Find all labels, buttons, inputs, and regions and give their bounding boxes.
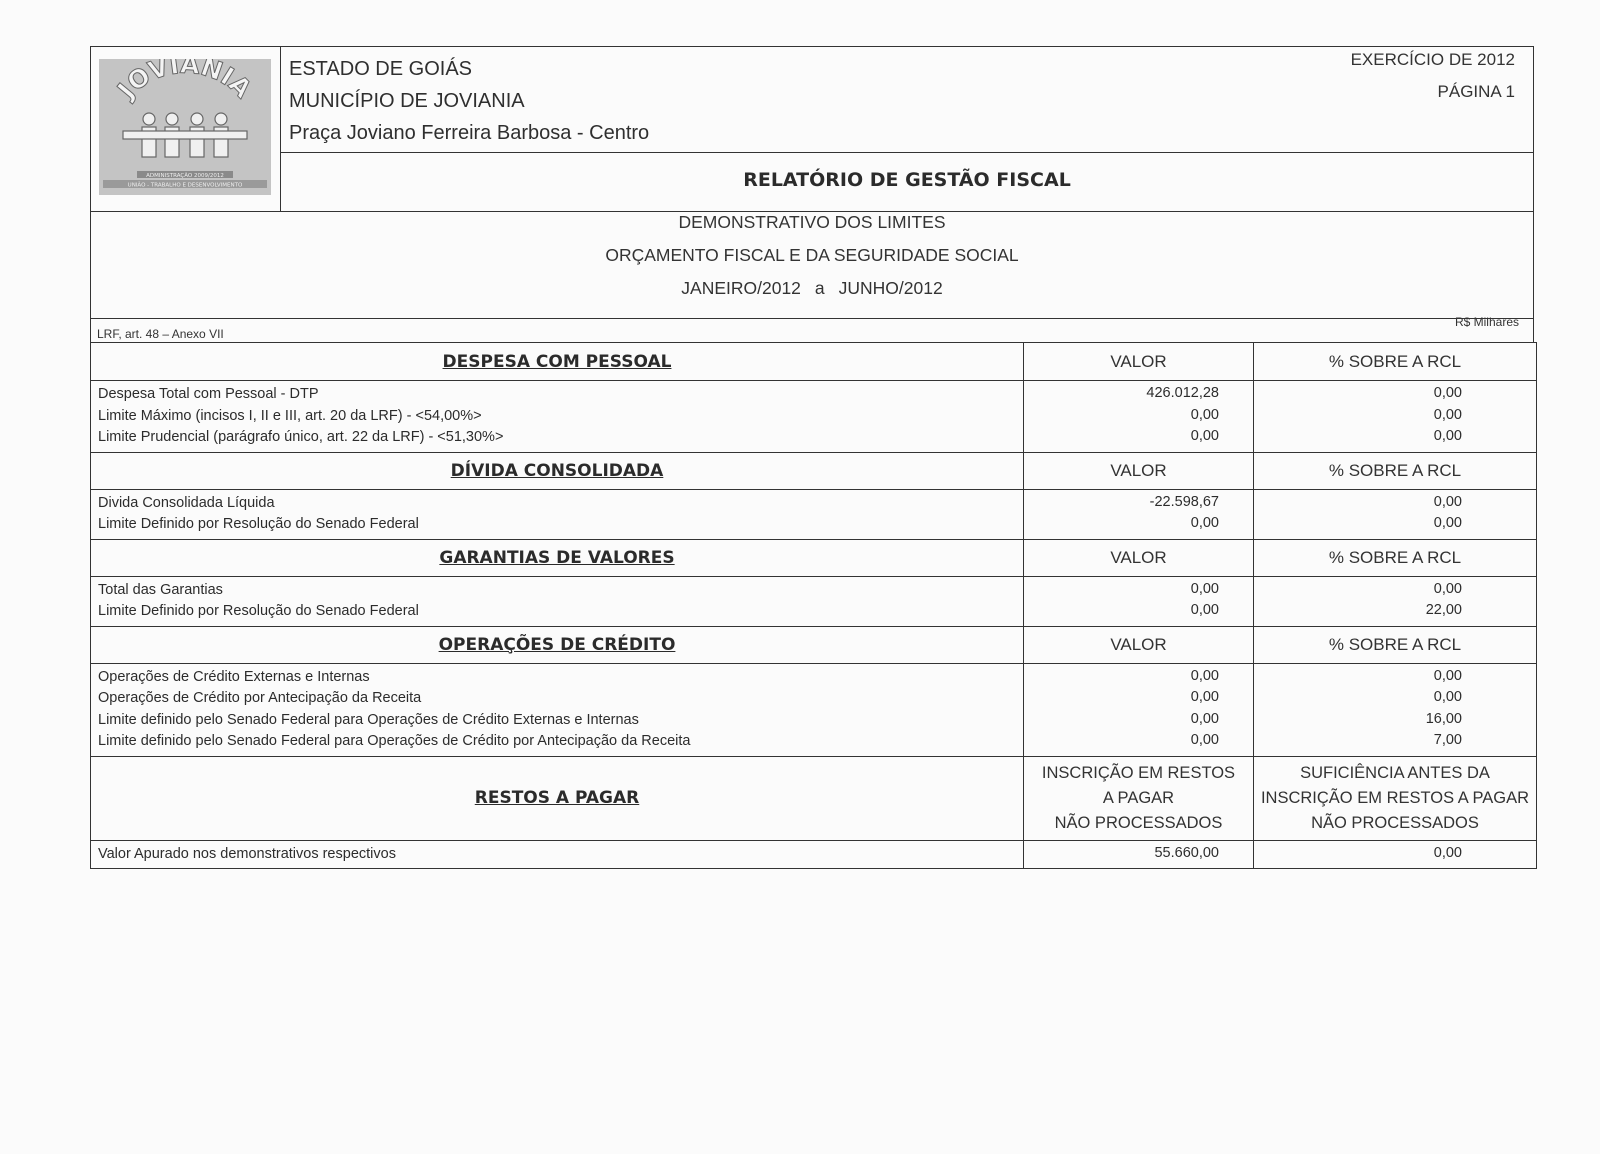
row-label: Operações de Crédito por Antecipação da Receita: [98, 690, 422, 706]
section-header-row: [91, 539, 1537, 576]
column-header-valor: VALOR: [1024, 626, 1254, 663]
reference-row: [90, 315, 1534, 342]
pct-cell: 16,00: [1425, 710, 1462, 727]
pct-cell: 0,00: [1433, 689, 1462, 705]
value-cell: 0,00: [1190, 428, 1219, 444]
row-values: [1024, 840, 1254, 869]
column-header-pct: % SOBRE A RCL: [1254, 626, 1537, 663]
column-header-valor: VALOR: [1024, 452, 1254, 489]
column-header-inscricao: [1024, 756, 1254, 840]
svg-text:JOVIÂNIA: [111, 59, 258, 105]
row-values: [1024, 489, 1254, 539]
value-cell: 0,00: [1190, 689, 1219, 705]
column-header-valor: VALOR: [1024, 539, 1254, 576]
section-title-divida: DÍVIDA CONSOLIDADA: [91, 452, 1024, 489]
row-label: Operações de Crédito Externas e Internas: [98, 668, 370, 685]
row-label: Limite definido pelo Senado Federal para Operações de Crédito por Antecipação da Receita: [98, 733, 691, 749]
row-label: Limite Definido por Resolução do Senado Federal: [98, 516, 419, 532]
people-icon: [123, 113, 247, 157]
logo-cell: [91, 47, 281, 211]
value-cell: 0,00: [1190, 602, 1219, 618]
section-header-row: [91, 452, 1537, 489]
reporting-period: [91, 278, 1533, 299]
period-start: JANEIRO/2012: [681, 278, 801, 298]
logo-wordmark: JOVIÂNIA: [111, 59, 258, 104]
row-label: Limite Máximo (incisos I, II e III, art. 20 da LRF) - <54,00%>: [98, 407, 482, 424]
header-line: A PAGAR: [1102, 788, 1175, 807]
report-subheader: [90, 210, 1534, 318]
exercise-year: EXERCÍCIO DE 2012: [1350, 50, 1515, 69]
municipality-logo: [99, 59, 271, 195]
section-title-credito: OPERAÇÕES DE CRÉDITO: [91, 626, 1024, 663]
table-row: [91, 381, 1537, 453]
period-end: JUNHO/2012: [838, 278, 943, 298]
row-values: [1024, 663, 1254, 756]
row-percentages: [1254, 381, 1537, 453]
value-cell: 55.660,00: [1154, 844, 1219, 861]
municipality-name: MUNICÍPIO DE JOVIANIA: [289, 90, 525, 112]
pct-cell: 0,00: [1433, 406, 1462, 423]
pct-cell: 7,00: [1433, 732, 1462, 748]
pct-cell: 22,00: [1425, 602, 1462, 618]
pct-cell: 0,00: [1433, 515, 1462, 531]
table-row: [91, 840, 1537, 869]
pct-cell: 0,00: [1433, 844, 1462, 861]
section-title-pessoal: DESPESA COM PESSOAL: [91, 343, 1024, 381]
column-header-valor: VALOR: [1024, 343, 1254, 381]
row-labels: [91, 840, 1024, 869]
section-header-row: [91, 626, 1537, 663]
header-line: INSCRIÇÃO EM RESTOS: [1041, 763, 1236, 782]
value-cell: 426.012,28: [1146, 385, 1219, 401]
row-labels: [91, 381, 1024, 453]
row-labels: [91, 576, 1024, 626]
value-cell: 0,00: [1190, 667, 1219, 684]
value-cell: -22.598,67: [1149, 493, 1219, 510]
report-header: [90, 46, 1534, 212]
row-label: Divida Consolidada Líquida: [98, 494, 275, 511]
row-label: Limite Prudencial (parágrafo único, art. 22 da LRF) - <51,30%>: [98, 429, 504, 445]
row-percentages: [1254, 489, 1537, 539]
section-title-restos: RESTOS A PAGAR: [91, 756, 1024, 840]
header-line: SUFICIÊNCIA ANTES DA: [1300, 763, 1490, 782]
section-title-garantias: GARANTIAS DE VALORES: [91, 539, 1024, 576]
report-title: RELATÓRIO DE GESTÃO FISCAL: [743, 169, 1071, 191]
subtitle-budget: ORÇAMENTO FISCAL E DA SEGURIDADE SOCIAL: [605, 245, 1019, 265]
page-number: PÁGINA 1: [1437, 82, 1515, 101]
table-row: [91, 663, 1537, 756]
header-line: NÃO PROCESSADOS: [1311, 813, 1479, 832]
legal-reference: LRF, art. 48 – Anexo VII: [97, 327, 224, 341]
row-label: Limite Definido por Resolução do Senado Federal: [98, 603, 419, 619]
address: Praça Joviano Ferreira Barbosa - Centro: [289, 122, 650, 144]
pct-cell: 0,00: [1433, 385, 1462, 401]
header-line: NÃO PROCESSADOS: [1054, 813, 1223, 832]
row-label: Despesa Total com Pessoal - DTP: [98, 386, 319, 402]
subtitle-limits: DEMONSTRATIVO DOS LIMITES: [678, 212, 946, 232]
value-cell: 0,00: [1190, 732, 1219, 748]
row-labels: [91, 489, 1024, 539]
title-row: [281, 152, 1533, 210]
column-header-pct: % SOBRE A RCL: [1254, 452, 1537, 489]
state-name: ESTADO DE GOIÁS: [289, 58, 472, 80]
table-row: [91, 576, 1537, 626]
row-values: [1024, 576, 1254, 626]
column-header-suficiencia: [1254, 756, 1537, 840]
value-cell: 0,00: [1190, 515, 1219, 531]
pct-cell: 0,00: [1433, 428, 1462, 444]
header-line: INSCRIÇÃO EM RESTOS A PAGAR: [1260, 788, 1530, 807]
row-percentages: [1254, 663, 1537, 756]
row-labels: [91, 663, 1024, 756]
value-cell: 0,00: [1190, 580, 1219, 597]
period-separator: a: [814, 278, 825, 298]
pct-cell: 0,00: [1433, 580, 1462, 597]
logo-tagline-1: ADMINISTRAÇÃO 2009/2012: [146, 173, 224, 179]
row-percentages: [1254, 576, 1537, 626]
column-header-pct: % SOBRE A RCL: [1254, 343, 1537, 381]
currency-unit: R$ Milhares: [1454, 315, 1519, 329]
limits-table: [90, 342, 1537, 869]
value-cell: 0,00: [1190, 710, 1219, 727]
row-label: Limite definido pelo Senado Federal para Operações de Crédito Externas e Internas: [98, 711, 639, 728]
row-values: [1024, 381, 1254, 453]
row-percentages: [1254, 840, 1537, 869]
pct-cell: 0,00: [1433, 667, 1462, 684]
column-header-pct: % SOBRE A RCL: [1254, 539, 1537, 576]
pct-cell: 0,00: [1433, 493, 1462, 510]
table-row: [91, 489, 1537, 539]
section-header-row: [91, 343, 1537, 381]
value-cell: 0,00: [1190, 406, 1219, 423]
row-label: Total das Garantias: [98, 581, 223, 598]
logo-tagline-2: UNIÃO - TRABALHO E DESENVOLVIMENTO: [127, 182, 243, 189]
section-header-row: [91, 756, 1537, 840]
row-label: Valor Apurado nos demonstrativos respectivos: [98, 845, 396, 862]
